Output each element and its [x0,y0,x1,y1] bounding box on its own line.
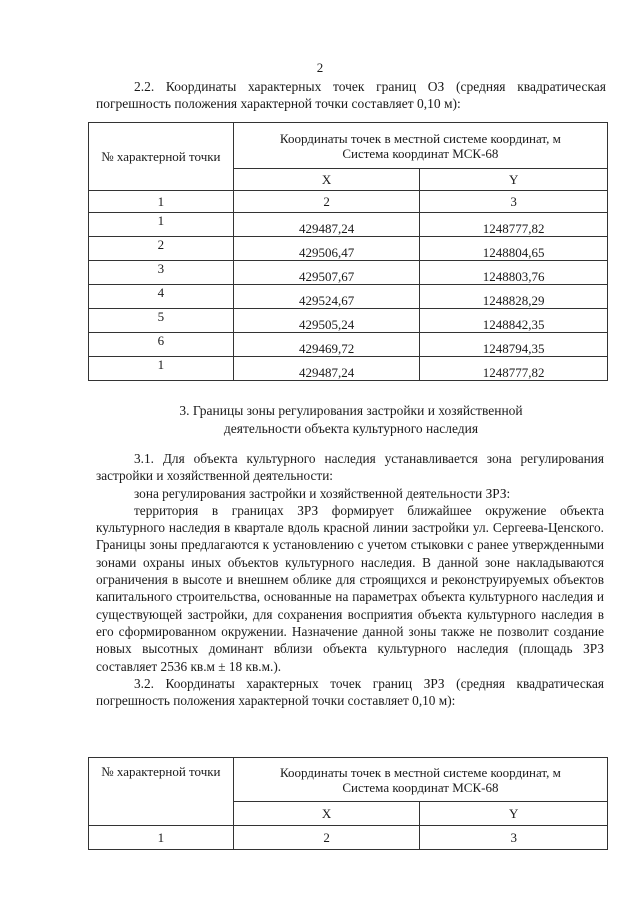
coordinates-table-zrz [88,757,608,850]
y-value: 1248794,35 [420,333,608,357]
header-x: X [233,802,420,826]
table-row [89,237,608,261]
point-number: 3 [89,261,234,285]
page-number: 2 [316,60,324,75]
section-2-2-text: 2.2. Координаты характерных точек границ ОЗ (средняя квадратическая погрешность положения характерной точки составляет 0,10 м): [96,79,606,111]
y-value: 1248803,76 [420,261,608,285]
table-row [89,261,608,285]
header-coordinates [233,123,607,169]
x-value: 429487,24 [233,213,420,237]
index-cell: 3 [420,191,608,213]
table-index-row [89,826,608,850]
x-value: 429487,24 [233,357,420,381]
header-coordinates-line2: Система координат МСК-68 [342,779,499,795]
y-value: 1248828,29 [420,285,608,309]
paragraph-zone-zrz: зона регулирования застройки и хозяйственной деятельности ЗРЗ: [134,485,511,501]
section-3-body [96,450,604,709]
table-row [89,213,608,237]
index-cell: 2 [233,191,420,213]
y-value: 1248842,35 [420,309,608,333]
index-cell: 3 [420,826,608,850]
header-x: X [233,169,420,191]
header-y: Y [420,169,608,191]
table-row [89,333,608,357]
point-number: 2 [89,237,234,261]
header-coordinates [233,758,607,802]
y-value: 1248777,82 [420,357,608,381]
index-cell: 1 [89,191,234,213]
table-row [89,309,608,333]
header-coordinates-line1: Координаты точек в местной системе координат, м [279,130,561,146]
y-value: 1248777,82 [420,213,608,237]
point-number: 6 [89,333,234,357]
paragraph-zone-description: территория в границах ЗРЗ формирует ближайшее окружение объекта культурного наследия в квартале вдоль красной линии застройки ул. Сергеева-Ценского. Границы зоны предлагаются к установлению с учетом стыковки с ранее утвержденными зонами охраны иных объектов культурного наследия. В данной зоне накладываются ограничения в высоте и внешнем облике для строящихся и реконструируемых объектов капитального строительства, основанные на параметрах объекта культурного наследия и существующей застройки, для сохранения восприятия объекта культурного наследия в его сформированном окружении. Назначение данной зоны также не позволит создание новых высотных доминант вблизи объекта культурного наследия (площадь ЗРЗ составляет 2536 кв.м ± 18 кв.м.). [96,502,604,674]
paragraph-3-1: 3.1. Для объекта культурного наследия устанавливается зона регулирования застройки и хозяйственной деятельности: [96,451,604,484]
header-coordinates-line2: Система координат МСК-68 [342,145,499,161]
point-number: 5 [89,309,234,333]
header-point-number: № характерной точки [89,758,234,826]
header-y: Y [420,802,608,826]
x-value: 429505,24 [233,309,420,333]
section-3-title-line2: деятельности объекта культурного наследия [223,421,479,436]
table-index-row [89,191,608,213]
point-number: 4 [89,285,234,309]
x-value: 429469,72 [233,333,420,357]
paragraph-3-2: 3.2. Координаты характерных точек границ ЗРЗ (средняя квадратическая погрешность положения характерной точки составляет 0,10 м): [96,675,604,709]
table-row [89,357,608,381]
coordinates-table-oz [88,122,608,381]
point-number: 1 [89,213,234,237]
section-2-2-heading [96,78,606,112]
section-3-title [96,402,606,438]
header-coordinates-line1: Координаты точек в местной системе координат, м [279,764,561,780]
x-value: 429506,47 [233,237,420,261]
index-cell: 1 [89,826,234,850]
index-cell: 2 [233,826,420,850]
section-3-title-line1: 3. Границы зоны регулирования застройки и хозяйственной [179,403,523,418]
header-point-number: № характерной точки [89,123,234,191]
point-number: 1 [89,357,234,381]
x-value: 429507,67 [233,261,420,285]
y-value: 1248804,65 [420,237,608,261]
table-row [89,285,608,309]
x-value: 429524,67 [233,285,420,309]
